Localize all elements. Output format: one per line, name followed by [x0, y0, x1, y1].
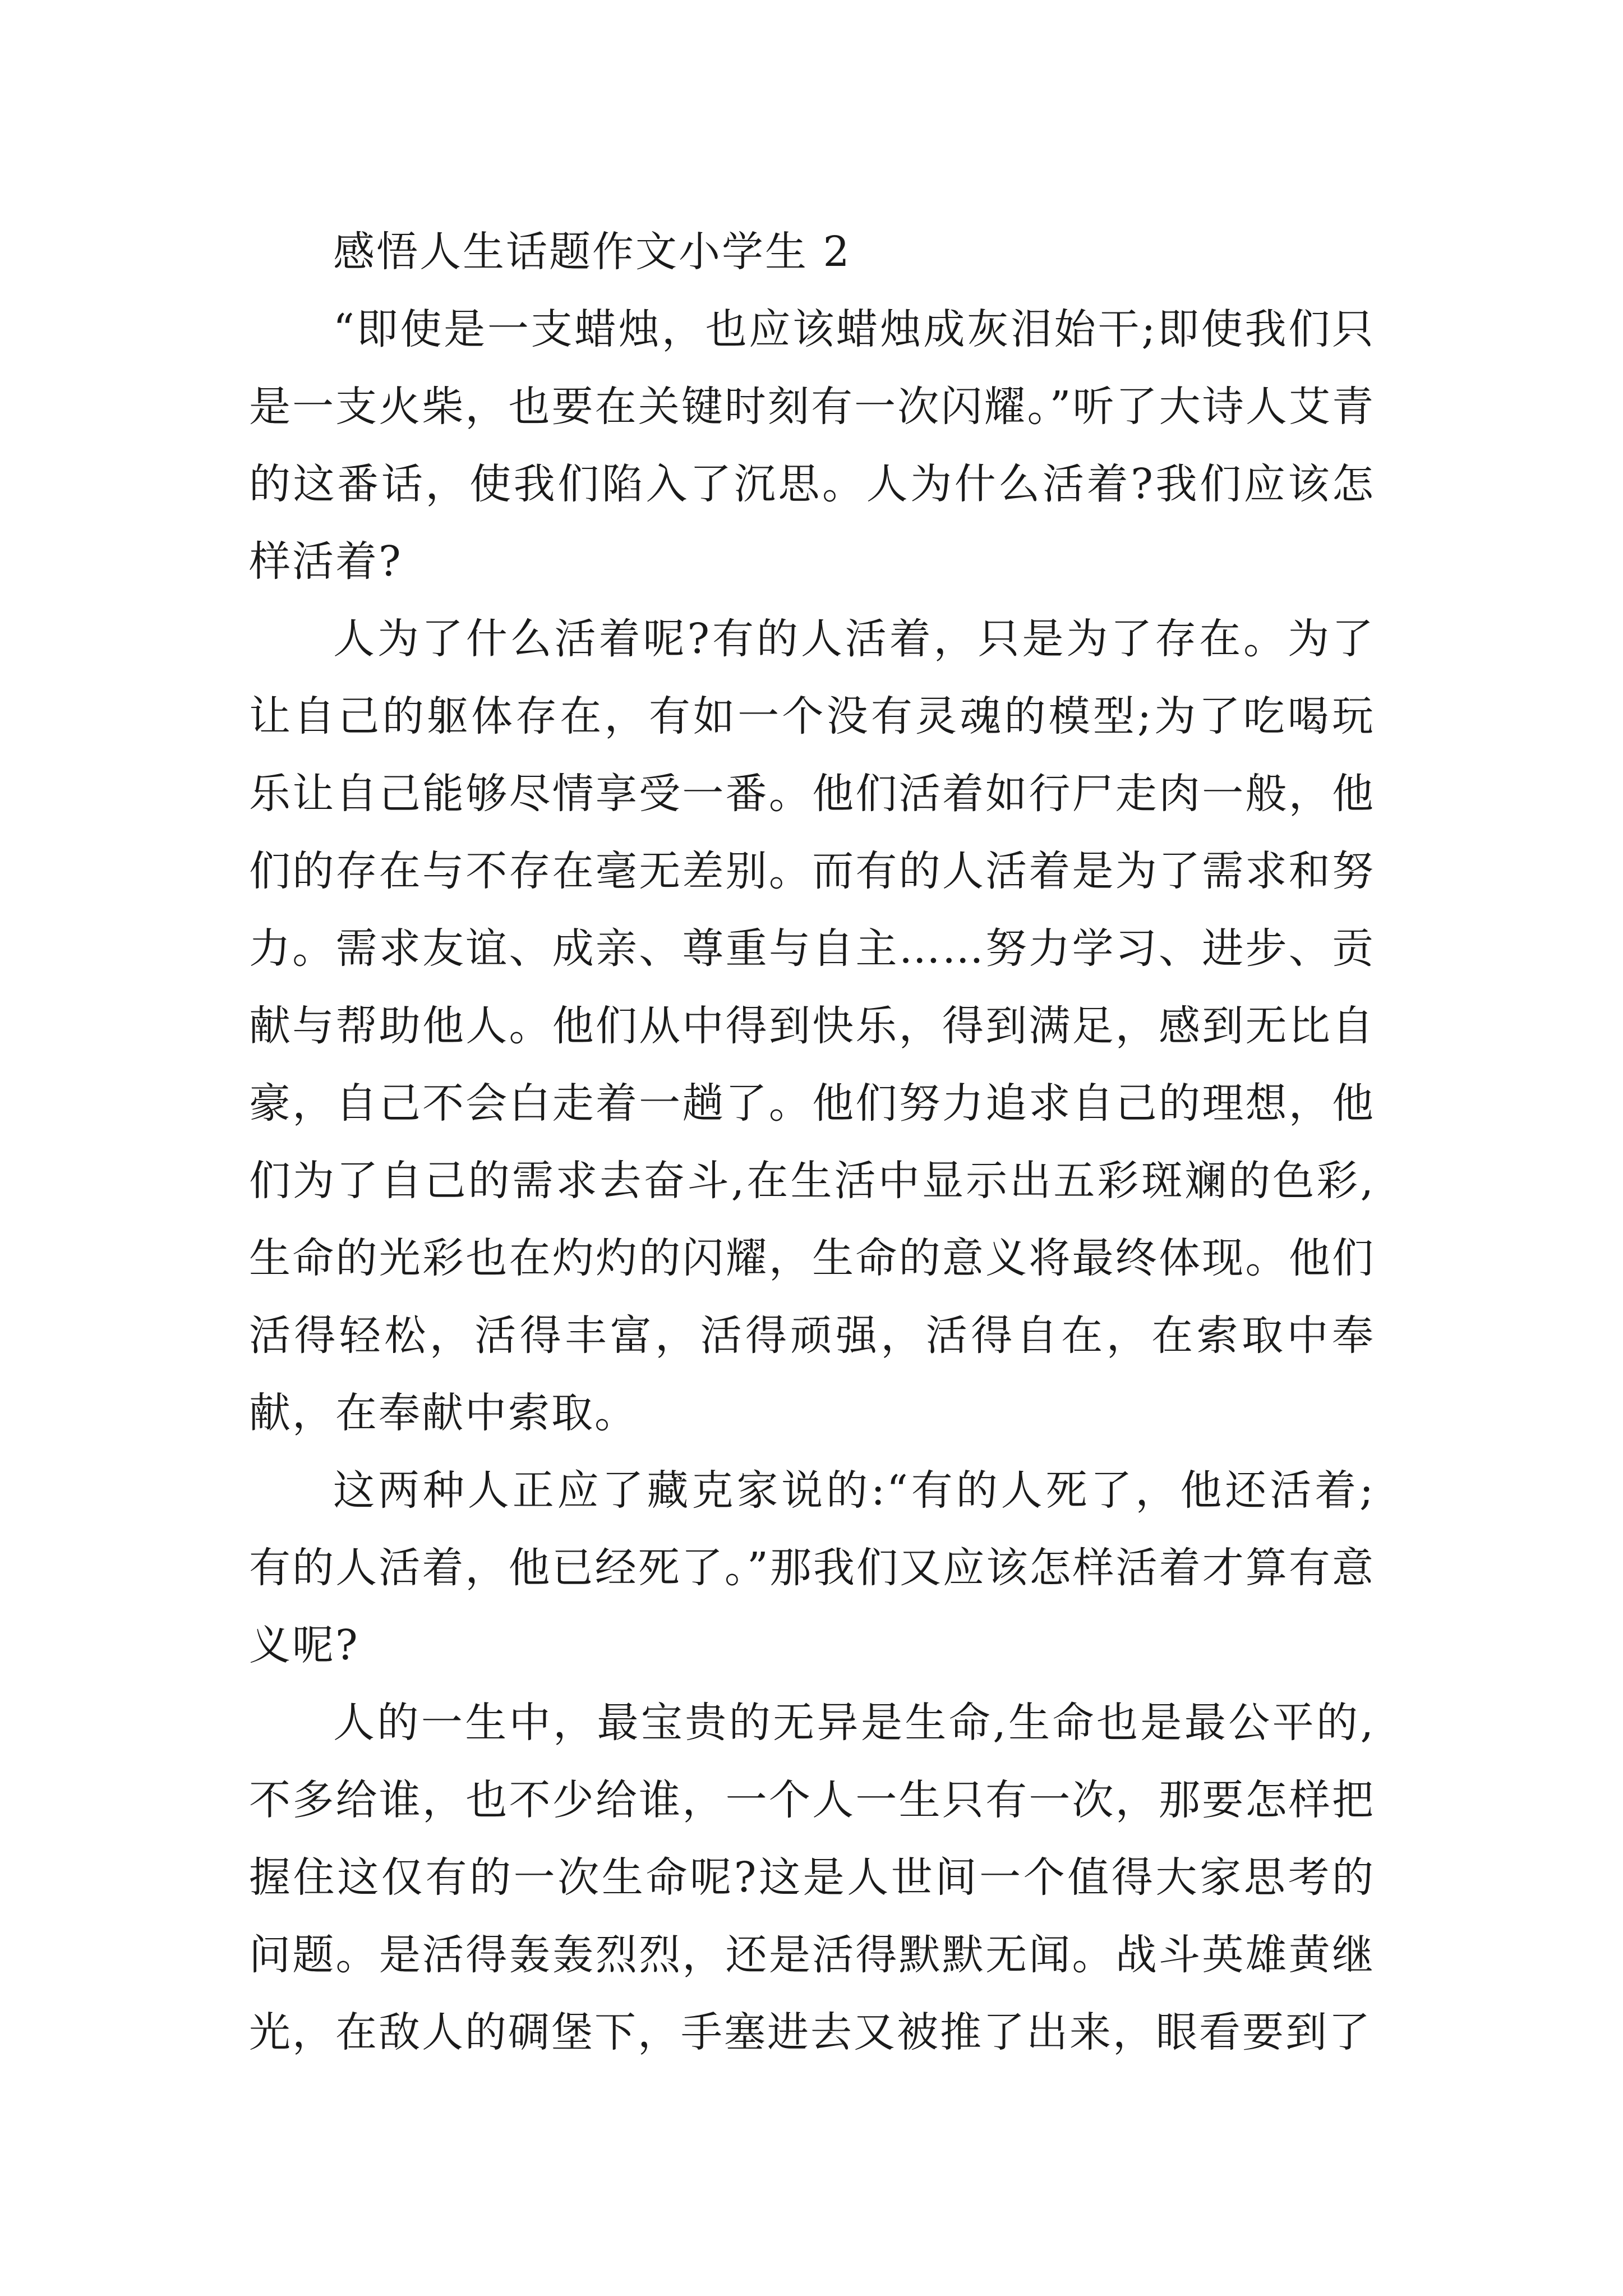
document-title: 感悟人生话题作文小学生 2 — [333, 228, 851, 276]
paragraph: 这两种人正应了藏克家说的:“有的人死了，他还活着;有的人活着，他已经死了。”那我们又应该怎样活着才算有意义呢? — [249, 1466, 1375, 1669]
document-body — [249, 213, 1375, 2071]
paragraph: 人为了什么活着呢?有的人活着，只是为了存在。为了让自己的躯体存在，有如一个没有灵魂的模型;为了吃喝玩乐让自己能够尽情享受一番。他们活着如行尸走肉一般，他们的存在与不存在毫无差别。而有的人活着是为了需求和努力。需求友谊、成亲、尊重与自主……努力学习、进步、贡献与帮助他人。他们从中得到快乐，得到满足，感到无比自豪，自己不会白走着一趟了。他们努力追求自己的理想，他们为了自己的需求去奋斗,在生活中显示出五彩斑斓的色彩,生命的光彩也在灼灼的闪耀，生命的意义将最终体现。他们活得轻松，活得丰富，活得顽强，活得自在，在索取中奉献，在奉献中索取。 — [249, 615, 1375, 1437]
paragraph: 人的一生中，最宝贵的无异是生命,生命也是最公平的,不多给谁，也不少给谁，一个人一生只有一次，那要怎样把握住这仅有的一次生命呢?这是人世间一个值得大家思考的问题。是活得轰轰烈烈，还是活得默默无闻。战斗英雄黄继光，在敌人的碉堡下，手塞进去又被推了出来，眼看要到了 — [249, 1699, 1375, 2056]
paragraph: “即使是一支蜡烛，也应该蜡烛成灰泪始干;即使我们只是一支火柴，也要在关键时刻有一次闪耀。”听了大诗人艾青的这番话，使我们陷入了沉思。人为什么活着?我们应该怎样活着? — [249, 305, 1375, 586]
